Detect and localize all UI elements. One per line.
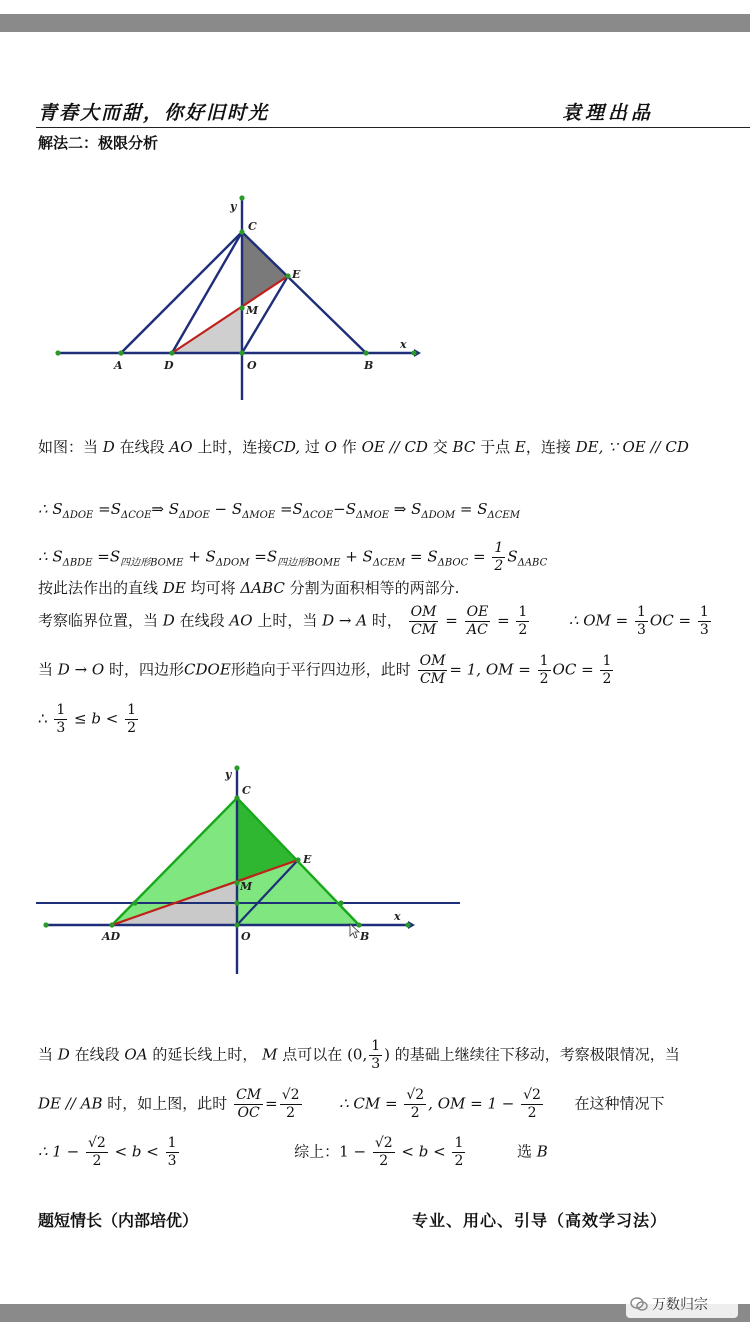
- math-var: S: [345, 500, 357, 518]
- fraction-den: AC: [467, 622, 488, 638]
- fraction-num: 1: [56, 702, 66, 718]
- math-fraction: [538, 653, 551, 688]
- math-subscript: ΔBDE: [62, 557, 93, 569]
- math-symbol: =: [473, 547, 486, 566]
- fig1-label-m: M: [246, 304, 259, 317]
- math-var: S: [52, 547, 63, 566]
- text-fragment: 分割为面积相等的两部分.: [289, 579, 460, 597]
- math-expr: D → A: [322, 611, 368, 630]
- section-title: 解法二：极限分析: [38, 134, 159, 152]
- math-subscript: ΔDOE: [62, 510, 94, 521]
- math-var: S: [205, 547, 216, 566]
- math-var: S: [292, 500, 303, 518]
- page-header: [0, 98, 750, 128]
- math-expr: , OM = 1 −: [428, 1094, 515, 1113]
- math-symbol: =: [265, 1094, 278, 1113]
- math-fraction: [516, 604, 529, 639]
- math-var: S: [411, 500, 422, 518]
- fig2-label-y: y: [225, 768, 232, 781]
- math-expr: ∴ OM =: [568, 611, 629, 630]
- math-fraction: [280, 1087, 302, 1122]
- math-fraction: [234, 1087, 263, 1122]
- text-line-2: [38, 499, 520, 526]
- math-var: B: [536, 1142, 548, 1161]
- text-fragment: 当: [38, 660, 54, 679]
- text-fragment: 过: [304, 438, 320, 456]
- fig2-label-ad: AD: [102, 930, 121, 943]
- math-fraction: [492, 540, 505, 575]
- fig2-label-e: E: [303, 853, 312, 866]
- text-fragment: 如图：当: [38, 438, 99, 456]
- fraction-den: 2: [518, 622, 528, 638]
- text-fragment: 上时，连接: [197, 438, 273, 456]
- fraction-num: OE: [466, 604, 489, 620]
- fraction-num: 1: [167, 1135, 177, 1151]
- text-fragment: 于点: [480, 438, 511, 456]
- math-fraction: [125, 702, 138, 737]
- math-subscript: ΔCOE: [302, 510, 334, 521]
- text-line-10: [38, 1135, 548, 1170]
- math-symbol: ∴: [38, 709, 48, 728]
- fig1-label-y: y: [230, 200, 237, 213]
- fraction-num: √2: [406, 1087, 425, 1103]
- math-var: S: [507, 547, 518, 566]
- fraction-den: 3: [167, 1153, 177, 1169]
- math-expr: ∴ 1 −: [38, 1142, 80, 1161]
- text-fragment: 在线段: [74, 1045, 120, 1064]
- math-subscript: ΔABC: [517, 557, 548, 569]
- math-subscript: ΔMOE: [356, 510, 389, 521]
- math-expr: ): [384, 1045, 391, 1064]
- fraction-den: 2: [286, 1105, 296, 1121]
- fraction-den: 2: [454, 1153, 464, 1169]
- text-fragment: 点可以在: [282, 1045, 343, 1064]
- fraction-den: 2: [527, 1105, 537, 1121]
- math-expr: OC =: [552, 660, 594, 679]
- math-expr: ≤ b <: [74, 709, 119, 728]
- math-var: AO: [169, 438, 193, 456]
- fraction-den: CM: [419, 671, 446, 687]
- math-expr: DE // AB: [38, 1094, 103, 1113]
- math-symbol: ⇒: [151, 500, 164, 518]
- math-var: S: [52, 500, 63, 518]
- math-var: O: [324, 438, 337, 456]
- footer-left-text: 题短情长（内部培优）: [38, 1211, 199, 1230]
- math-expr: DE, ∵ OE // CD: [575, 438, 689, 456]
- text-fragment: 在线段: [179, 611, 225, 630]
- text-fragment: 按此法作出的直线: [38, 579, 159, 597]
- math-expr: < b <: [114, 1142, 159, 1161]
- fraction-num: CM: [236, 1087, 262, 1103]
- math-symbol: −: [214, 500, 228, 518]
- text-fragment: 选: [516, 1142, 532, 1161]
- fraction-den: 2: [539, 671, 549, 687]
- text-fragment: 时，四边形: [109, 660, 185, 679]
- fraction-num: OM: [410, 604, 437, 620]
- math-expr: OE // CD: [361, 438, 428, 456]
- math-subscript: ΔCEM: [487, 510, 520, 521]
- text-fragment: 在线段: [119, 438, 165, 456]
- text-line-6: [38, 653, 615, 688]
- math-fraction: [698, 604, 711, 639]
- header-author: 袁理出品: [562, 102, 655, 124]
- fig1-label-c: C: [248, 220, 257, 233]
- fraction-den: 3: [56, 720, 66, 736]
- math-var: S: [168, 500, 180, 518]
- fig2-label-x: x: [394, 910, 401, 923]
- math-symbol: =: [459, 500, 473, 518]
- math-subscript: ΔDOM: [421, 510, 456, 521]
- text-fragment: 时，如上图，此时: [107, 1094, 228, 1113]
- math-var: S: [427, 547, 438, 566]
- fraction-num: OM: [419, 653, 446, 669]
- math-fraction: [166, 1135, 179, 1170]
- text-fragment: 的基础上继续往下移动，考察极限情况，当: [394, 1045, 680, 1064]
- wechat-watermark: [626, 1292, 738, 1318]
- fraction-den: 2: [602, 671, 612, 687]
- text-fragment: 交: [432, 438, 448, 456]
- fraction-num: 1: [699, 604, 709, 620]
- math-subscript: ΔDOE: [179, 510, 210, 521]
- text-fragment: 时，: [371, 611, 402, 630]
- math-fraction: [521, 1087, 543, 1122]
- header-slogan: 青春大而甜，你好旧时光: [38, 102, 270, 124]
- math-var: AO: [229, 611, 253, 630]
- math-var: BC: [452, 438, 476, 456]
- math-symbol: =: [98, 500, 111, 518]
- math-symbol: −: [333, 500, 346, 518]
- fig2-label-m: M: [240, 880, 253, 893]
- fig1-label-x: x: [400, 338, 407, 351]
- fraction-den: OC: [237, 1105, 260, 1121]
- fraction-num: √2: [281, 1087, 300, 1103]
- watermark-text: 万数归宗: [652, 1297, 708, 1313]
- math-var: DE: [162, 579, 186, 597]
- math-subscript: ΔCEM: [372, 557, 406, 569]
- fraction-num: 1: [518, 604, 528, 620]
- text-fragment: ，连接: [525, 438, 571, 456]
- math-expr: < b <: [401, 1142, 446, 1161]
- text-line-1: [38, 437, 689, 457]
- fraction-num: 1: [127, 702, 137, 718]
- math-fraction: [54, 702, 67, 737]
- fraction-num: 1: [494, 540, 504, 556]
- fraction-num: √2: [523, 1087, 541, 1103]
- fraction-den: 2: [127, 720, 137, 736]
- text-fragment: 均可将: [190, 579, 236, 597]
- fraction-num: 1: [454, 1135, 464, 1151]
- math-expr: = 1, OM =: [449, 660, 531, 679]
- math-var: OA: [124, 1045, 148, 1064]
- math-subscript: ΔMOE: [242, 510, 276, 521]
- math-fraction: [369, 1038, 382, 1073]
- math-var: S: [362, 547, 373, 566]
- math-fraction: [86, 1135, 108, 1170]
- math-var: ΔABC: [240, 579, 285, 597]
- text-line-9: [38, 1087, 665, 1122]
- math-fraction: [404, 1087, 426, 1122]
- fig2-label-o: O: [241, 930, 251, 943]
- math-var: E: [514, 438, 526, 456]
- fig1-label-a: A: [114, 359, 123, 372]
- math-subscript: 四边形BOME: [120, 557, 184, 569]
- math-fraction: [600, 653, 613, 688]
- fraction-num: √2: [374, 1135, 393, 1151]
- text-line-5: 考察临界位置，当 D 在线段 AO 上时，当 D → A 时， $\frac{OM}{CM}$ = $\frac{OE}{AC}$ = $\frac{1}{2}$ ∴ OM = $\frac{1}{3}$ OC = $\frac{1}{3}$: [38, 604, 709, 638]
- math-var: S: [477, 500, 488, 518]
- fraction-num: 1: [636, 604, 646, 620]
- math-var: M: [262, 1045, 278, 1064]
- math-fraction: [635, 604, 648, 639]
- math-var: S: [231, 500, 243, 518]
- header-divider: [36, 127, 750, 128]
- wechat-icon: [630, 1297, 648, 1311]
- text-line-8: [38, 1038, 680, 1073]
- fig1-label-o: O: [247, 359, 257, 372]
- fraction-den: 3: [699, 622, 709, 638]
- text-fragment: 上时，当: [257, 611, 318, 630]
- math-subscript: ΔBOC: [437, 557, 469, 569]
- math-symbol: ∴: [38, 547, 48, 566]
- fig1-label-d: D: [164, 359, 174, 372]
- math-var: D: [162, 611, 175, 630]
- math-var: CD,: [272, 438, 301, 456]
- math-expr: ∴ CM =: [339, 1094, 398, 1113]
- text-line-4: [38, 578, 459, 598]
- math-fraction: [409, 604, 439, 639]
- figure-1: [36, 190, 460, 402]
- math-subscript: 四边形BOME: [277, 557, 341, 569]
- fig1-label-b: B: [364, 359, 374, 372]
- fraction-num: √2: [87, 1135, 106, 1151]
- math-symbol: =: [254, 547, 267, 566]
- math-var: S: [110, 500, 121, 518]
- text-fragment: 当: [38, 1045, 54, 1064]
- text-fragment: 综上：1 −: [294, 1142, 367, 1161]
- math-var: D: [102, 438, 115, 456]
- text-fragment: 考察临界位置，当: [38, 611, 159, 630]
- math-var: S: [266, 547, 278, 566]
- footer-right-text: 专业、用心、引导（高效学习法）: [412, 1211, 668, 1230]
- fraction-num: 1: [602, 653, 612, 669]
- text-fragment: 在这种情况下: [574, 1094, 665, 1113]
- math-fraction: [373, 1135, 395, 1170]
- math-symbol: =: [410, 547, 423, 566]
- math-subscript: ΔCOE: [121, 510, 152, 521]
- math-fraction: [418, 653, 448, 688]
- math-fraction: [452, 1135, 465, 1170]
- math-expr: D → O: [57, 660, 105, 679]
- math-symbol: =: [97, 547, 110, 566]
- text-line-7: [38, 702, 140, 737]
- top-bar: [0, 14, 750, 32]
- fraction-den: 3: [636, 622, 646, 638]
- math-var: D: [57, 1045, 70, 1064]
- fraction-num: 1: [539, 653, 549, 669]
- fraction-den: 2: [410, 1105, 420, 1121]
- fraction-num: 1: [371, 1038, 381, 1054]
- fraction-den: 2: [494, 558, 504, 574]
- math-symbol: =: [279, 500, 293, 518]
- math-symbol: ∴: [38, 500, 48, 518]
- fraction-den: 2: [379, 1153, 389, 1169]
- math-expr: OC =: [649, 611, 692, 630]
- fig2-label-b: B: [360, 930, 370, 943]
- math-expr: (0,: [347, 1045, 368, 1064]
- text-line-3: ∴ $S_{\Delta BDE} =S_{四边形BOME} + S_{\Delta DOM} =S_{四边形BOME} + S_{\Delta CEM} = S_{\Delta BOC}$ = $\frac{1}{2}$ $S_{\Delta ABC}$: [38, 540, 548, 574]
- text-fragment: 形趋向于平行四边形，此时: [230, 660, 411, 679]
- text-fragment: 的延长线上时，: [152, 1045, 258, 1064]
- figure-2: [36, 754, 460, 976]
- fraction-den: 3: [371, 1056, 381, 1072]
- fig1-label-e: E: [292, 268, 301, 281]
- fraction-den: CM: [411, 622, 437, 638]
- math-subscript: ΔDOM: [215, 557, 250, 569]
- fig2-label-c: C: [242, 784, 251, 797]
- math-symbol: ⇒: [393, 500, 407, 518]
- text-fragment: 作: [341, 438, 357, 456]
- math-var: CDOE: [184, 660, 231, 679]
- math-fraction: [465, 604, 491, 639]
- fraction-den: 2: [92, 1153, 102, 1169]
- math-var: S: [109, 547, 121, 566]
